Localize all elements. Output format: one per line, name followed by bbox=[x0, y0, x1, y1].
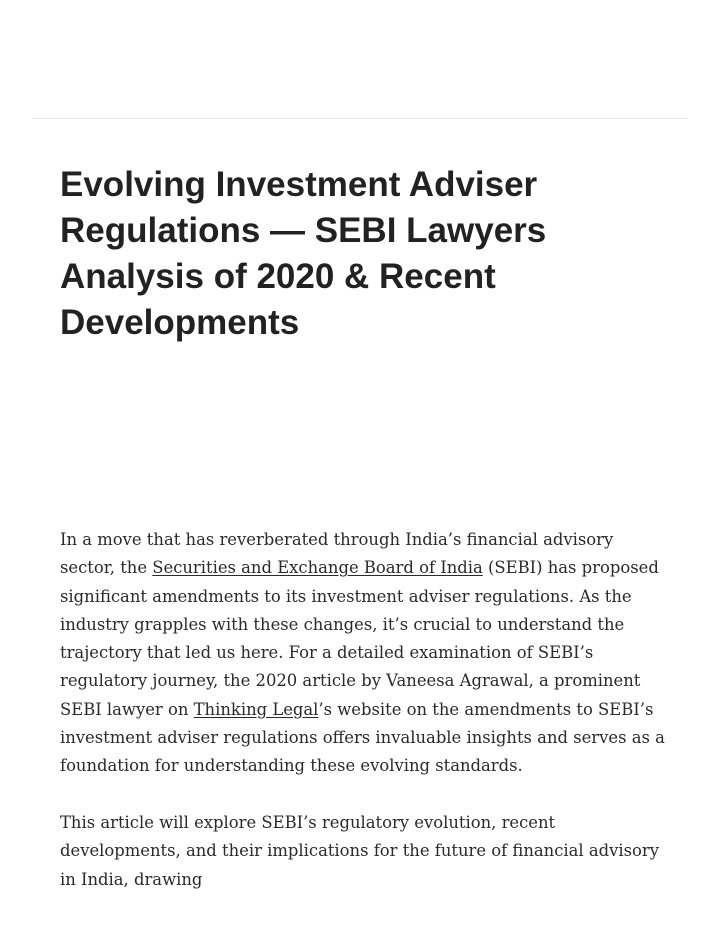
sebi-link[interactable]: Securities and Exchange Board of India bbox=[152, 558, 483, 578]
thinking-legal-link[interactable]: Thinking Legal bbox=[193, 699, 319, 719]
header-divider bbox=[32, 118, 688, 119]
article-title: Evolving Investment Adviser Regulations — SEBI Lawyers Analysis of 2020 & Recent Developments bbox=[60, 165, 547, 342]
paragraph-text: In a move that has reverberated through India’s financial advisory sector, the bbox=[60, 530, 614, 578]
paragraph-text: ’s website on the amendments to SEBI’s investment adviser regulations offers invaluable insights and serves as a foundation for understanding these evolving standards. bbox=[60, 699, 665, 776]
article-paragraph-overview: This article will explore SEBI’s regulatory evolution, recent developments, and their implications for the future of financial advisory in India, drawing bbox=[60, 813, 660, 889]
paragraph-text: (SEBI) has proposed significant amendments to its investment adviser regulations. As the industry grapples with these changes, it’s crucial to understand the trajectory that led us here. For a detailed examination of SEBI’s regulatory journey, the 2020 article by Vaneesa Agrawal, a prominent SEBI lawyer on bbox=[60, 558, 659, 719]
article-paragraph-intro bbox=[60, 526, 668, 781]
